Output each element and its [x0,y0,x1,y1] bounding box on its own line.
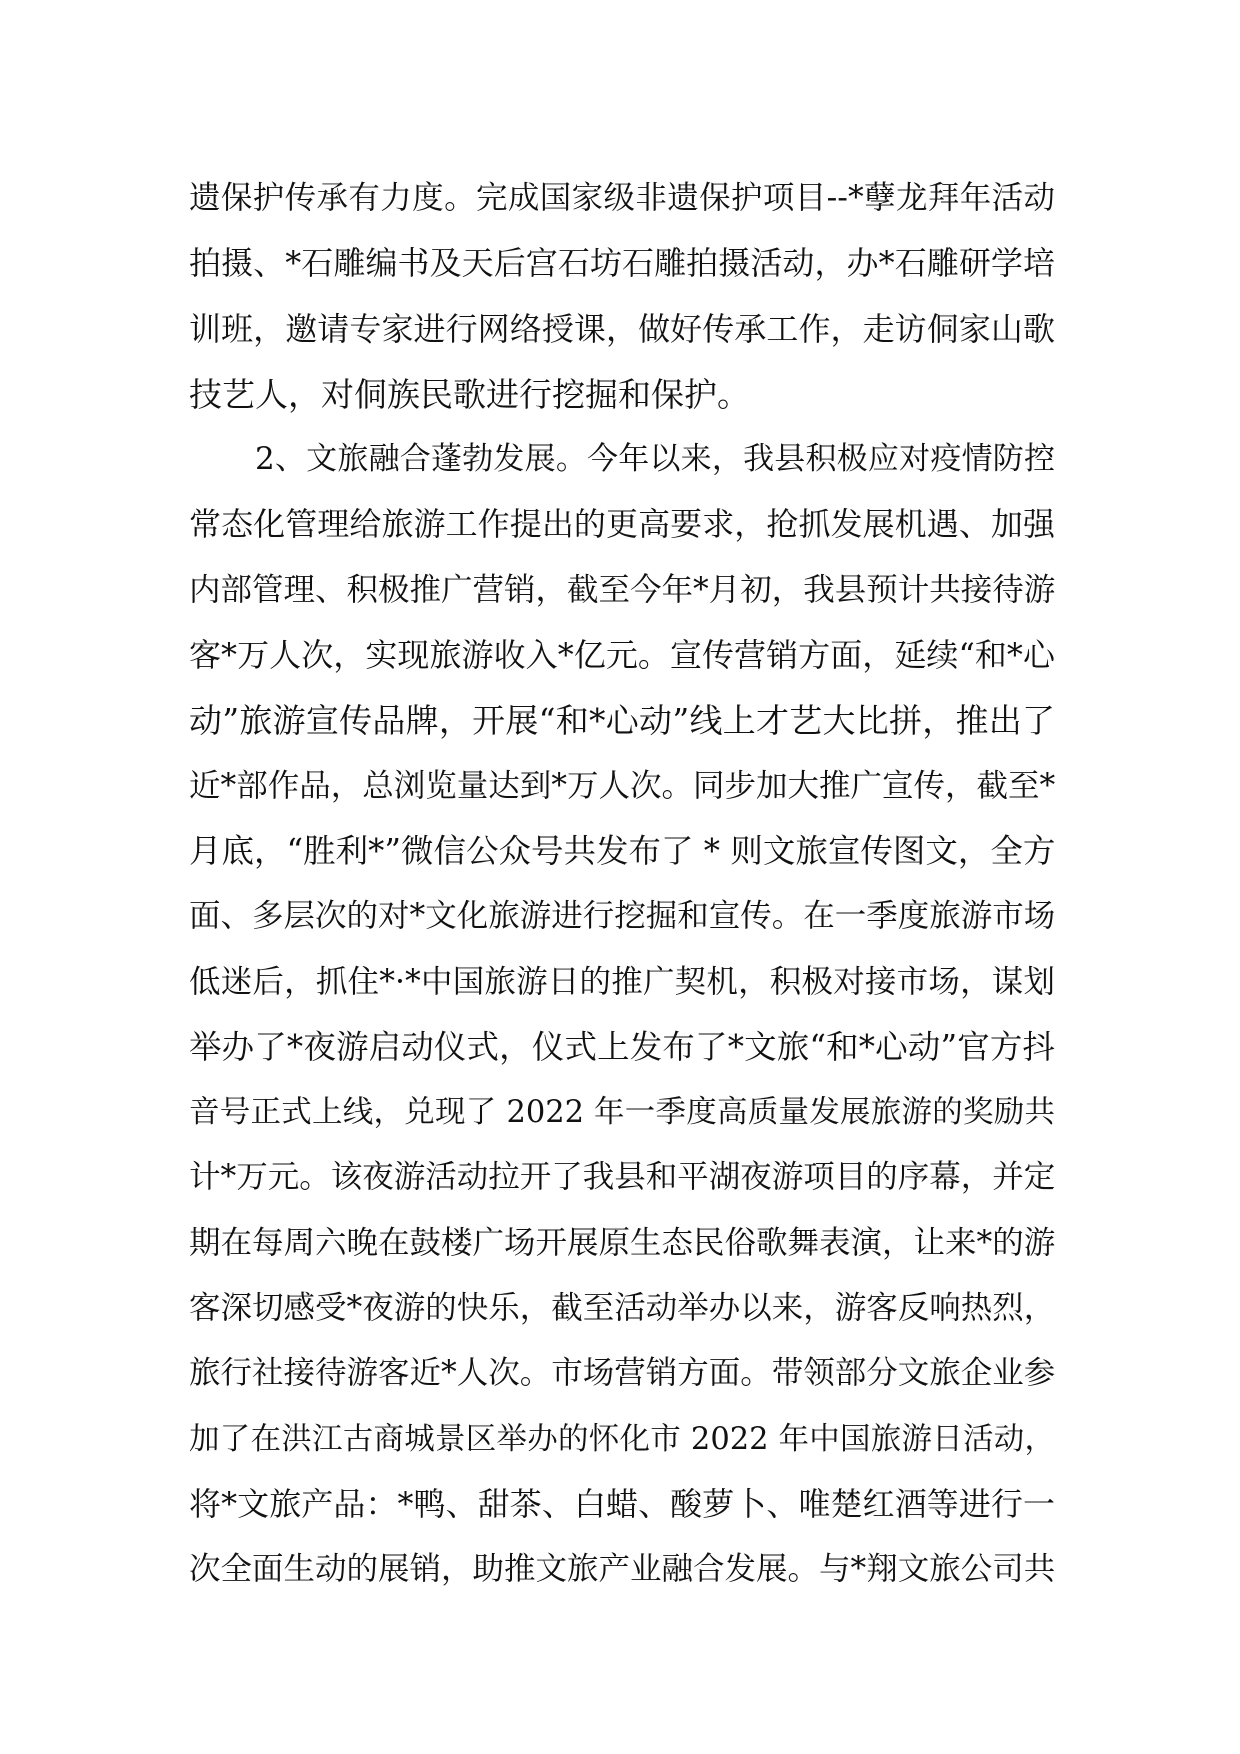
text-line: 音号正式上线，兑现了 2022 年一季度高质量发展旅游的奖励共 [189,1095,1055,1131]
text-line: 计*万元。该夜游活动拉开了我县和平湖夜游项目的序幕，并定 [189,1159,1056,1196]
text-line: 加了在洪江古商城景区举办的怀化市 2022 年中国旅游日活动， [189,1421,1055,1457]
text-line: 常态化管理给旅游工作提出的更高要求，抢抓发展机遇、加强 [189,505,1055,544]
text-line: 动”旅游宣传品牌，开展“和*心动”线上才艺大比拼，推出了 [189,701,1055,741]
text-line: 遗保护传承有力度。完成国家级非遗保护项目--*孽龙拜年活动 [189,180,1055,216]
section-heading-line: 2、文旅融合蓬勃发展。今年以来，我县积极应对疫情防控 [255,441,1055,478]
text-line: 客深切感受*夜游的快乐，截至活动举办以来，游客反响热烈， [189,1290,1056,1327]
text-line: 近*部作品，总浏览量达到*万人次。同步加大推广宣传，截至* [189,767,1056,804]
text-line: 旅行社接待游客近*人次。市场营销方面。带领部分文旅企业参 [189,1355,1056,1392]
text-line: 客*万人次，实现旅游收入*亿元。宣传营销方面，延续“和*心 [189,636,1055,675]
text-line: 训班，邀请专家进行网络授课，做好传承工作，走访侗家山歌 [189,309,1055,348]
text-line: 月底，“胜利*”微信公众号共发布了 * 则文旅宣传图文，全方 [189,831,1056,870]
text-line: 将*文旅产品：*鸭、甜茶、白蜡、酸萝卜、唯楚红酒等进行一 [189,1484,1055,1523]
text-line: 技艺人，对侗族民歌进行挖掘和保护。 [189,374,750,414]
text-line: 次全面生动的展销，助推文旅产业融合发展。与*翔文旅公司共 [189,1551,1056,1588]
text-line: 拍摄、*石雕编书及天后宫石坊石雕拍摄活动，办*石雕研学培 [189,244,1055,283]
text-line: 举办了*夜游启动仪式，仪式上发布了*文旅“和*心动”官方抖 [189,1027,1055,1066]
text-line: 期在每周六晚在鼓楼广场开展原生态民俗歌舞表演，让来*的游 [189,1224,1056,1261]
text-line: 内部管理、积极推广营销，截至今年*月初，我县预计共接待游 [189,571,1056,608]
body-text [189,166,1055,1603]
text-line: 低迷后，抓住*·*中国旅游日的推广契机，积极对接市场，谋划 [189,963,1055,1000]
text-line: 面、多层次的对*文化旅游进行挖掘和宣传。在一季度旅游市场 [189,898,1056,935]
